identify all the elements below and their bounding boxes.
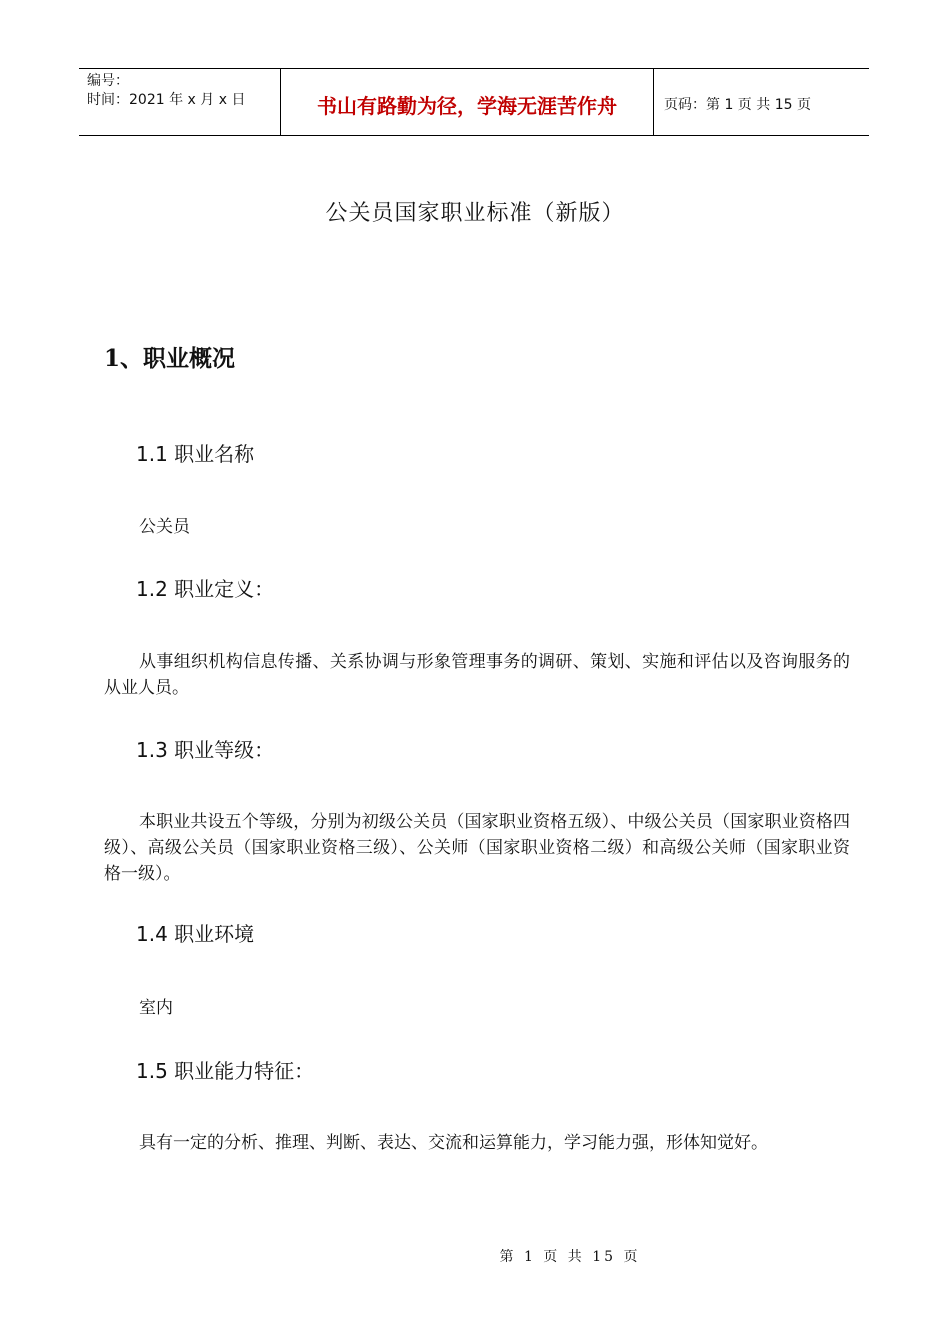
- section-heading-1-5: 1.5 职业能力特征：: [136, 1059, 315, 1083]
- document-number: 编号：: [87, 73, 129, 89]
- header-table: [79, 68, 869, 136]
- section-1-4-text: 室内: [139, 998, 173, 1018]
- document-time: 时间：2021 年 x 月 x 日: [87, 92, 246, 108]
- header-page-info: 页码：第 1 页 共 15 页: [664, 97, 811, 113]
- section-heading-1-4: 1.4 职业环境: [136, 922, 255, 946]
- section-heading-1: 1、职业概况: [104, 345, 236, 372]
- section-1-1-text: 公关员: [139, 517, 190, 537]
- section-1-2-text: 从事组织机构信息传播、关系协调与形象管理事务的调研、策划、实施和评估以及咨询服务的从业人员。: [104, 652, 850, 698]
- document-title: 公关员国家职业标准（新版）: [325, 201, 625, 226]
- header-motto: 书山有路勤为径，学海无涯苦作舟: [281, 69, 654, 135]
- header-meta-cell: [79, 69, 281, 135]
- section-heading-1-1: 1.1 职业名称: [136, 442, 255, 466]
- section-heading-1-2: 1.2 职业定义：: [136, 577, 275, 601]
- section-heading-1-3: 1.3 职业等级：: [136, 738, 275, 762]
- page-footer: 第 1 页 共 15 页: [499, 1249, 641, 1265]
- section-1-5-text: 具有一定的分析、推理、判断、表达、交流和运算能力，学习能力强，形体知觉好。: [139, 1133, 768, 1153]
- section-1-3-text: 本职业共设五个等级，分别为初级公关员（国家职业资格五级）、中级公关员（国家职业资格四级）、高级公关员（国家职业资格三级）、公关师（国家职业资格二级）和高级公关师（国家职业资格一级）。: [104, 812, 850, 884]
